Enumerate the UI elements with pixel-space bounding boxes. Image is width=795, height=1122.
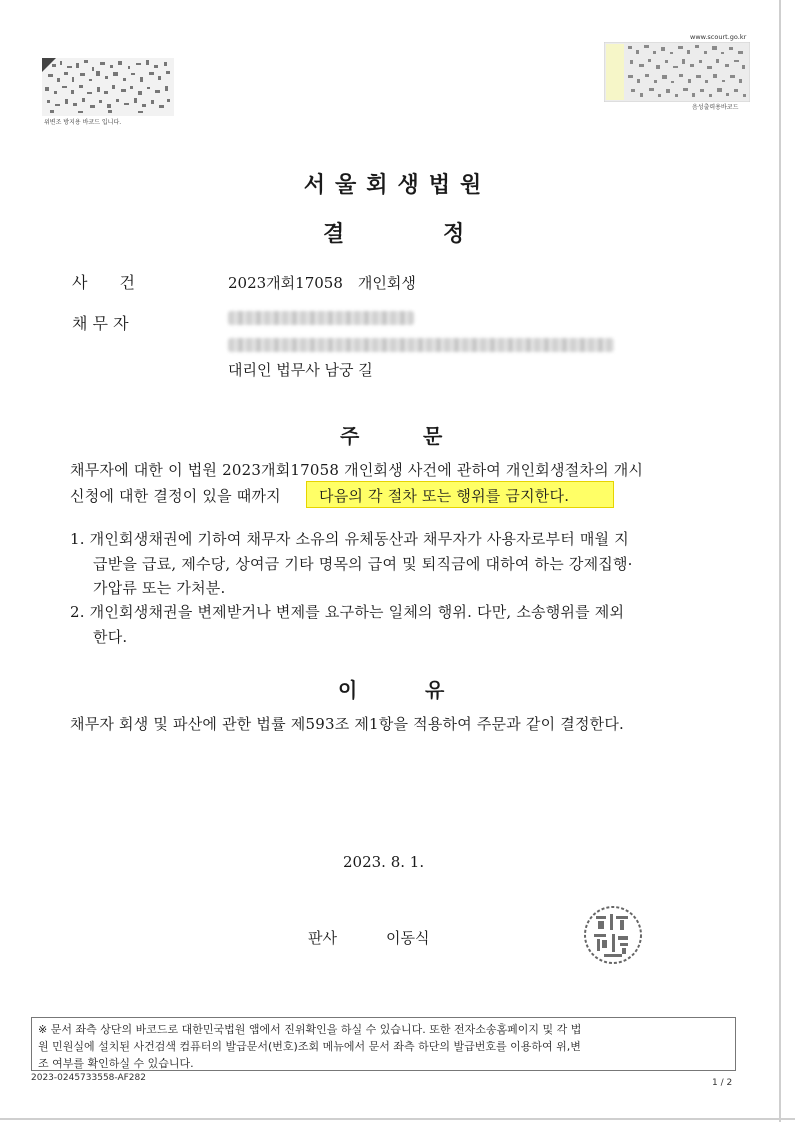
- redacted-debtor-address: [228, 338, 614, 352]
- agent-name: 대리인 법무사 남궁 길: [228, 361, 373, 379]
- judge-title: 판사: [308, 929, 337, 947]
- reason-text: 채무자 회생 및 파산에 관한 법률 제593조 제1항을 적용하여 주문과 같이 결정한다.: [70, 715, 624, 733]
- redacted-debtor-name: [228, 311, 414, 325]
- anti-forgery-barcode: [42, 58, 174, 116]
- reason-heading-char-1: 이: [338, 678, 358, 702]
- order-heading-char-1: 주: [340, 424, 360, 448]
- judge-name: 이동식: [386, 929, 430, 947]
- order-intro-prefix: 신청에 대한 결정이 있을 때까지: [70, 487, 281, 505]
- document-type-char-1: 결: [323, 222, 345, 247]
- court-name: 서울회생법원: [303, 173, 492, 198]
- court-website-url: www.scourt.go.kr: [690, 33, 747, 41]
- decision-date: 2023. 8. 1.: [343, 853, 425, 871]
- case-label: 사 건: [72, 273, 135, 292]
- order-item-1-line-3: 가압류 또는 가처분.: [93, 579, 226, 597]
- debtor-label: 채 무 자: [72, 314, 129, 333]
- case-number: 2023개회17058 개인회생: [228, 274, 416, 292]
- notice-line-2: 원 민원실에 설치된 사건검색 컴퓨터의 발급문서(번호)조회 메뉴에서 문서 좌측 하단의 발급번호를 이용하여 위,변: [38, 1040, 581, 1053]
- page-edge-bottom: [0, 1118, 795, 1120]
- order-item-2-line-2: 한다.: [93, 628, 128, 646]
- order-intro-highlighted: 다음의 각 절차 또는 행위를 금지한다.: [319, 487, 570, 505]
- order-heading-char-2: 문: [423, 424, 443, 448]
- issue-number: 2023-0245733558-AF282: [31, 1073, 146, 1083]
- document-type-char-2: 정: [443, 222, 465, 247]
- order-intro-line-1: 채무자에 대한 이 법원 2023개회17058 개인회생 사건에 관하여 개인회생절차의 개시: [70, 461, 644, 479]
- audio-output-barcode: [604, 42, 750, 102]
- notice-line-1: ※ 문서 좌측 상단의 바코드로 대한민국법원 앱에서 진위확인을 하실 수 있습니다. 또한 전자소송홈페이지 및 각 법: [38, 1023, 582, 1036]
- order-item-2-line-1: 2. 개인회생채권을 변제받거나 변제를 요구하는 일체의 행위. 다만, 소송행위를 제외: [70, 603, 625, 621]
- order-intro-line-2: [70, 485, 570, 506]
- barcode-caption: 음성출력용바코드: [692, 104, 739, 111]
- judge-seal-stamp: [582, 904, 644, 966]
- order-item-1-line-2: 급받을 급료, 제수당, 상여금 기타 명목의 급여 및 퇴직금에 대하여 하는 강제집행·: [93, 555, 633, 573]
- order-item-1-line-1: 1. 개인회생채권에 기하여 채무자 소유의 유체동산과 채무자가 사용자로부터 매월 지: [70, 530, 629, 548]
- notice-line-3: 조 여부를 확인하실 수 있습니다.: [38, 1057, 194, 1070]
- page-number: 1 / 2: [712, 1078, 733, 1088]
- barcode-caption: 위변조 방지용 바코드 입니다.: [44, 119, 122, 126]
- reason-heading-char-2: 유: [425, 678, 445, 702]
